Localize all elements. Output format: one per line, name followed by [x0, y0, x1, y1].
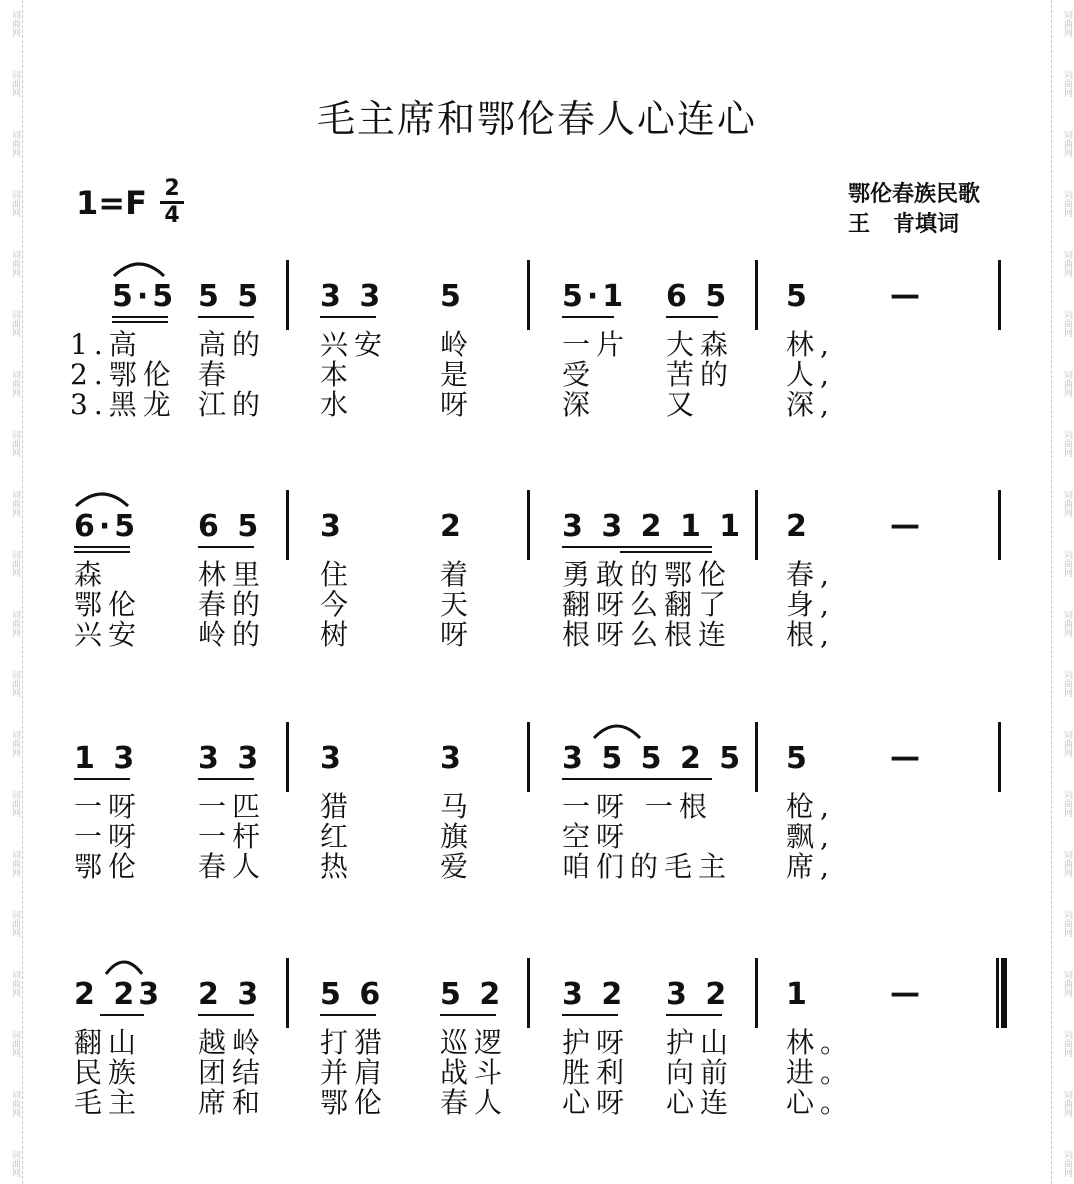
lyric-word: 席和: [198, 1086, 267, 1119]
lyric-word: 翻呀么翻了: [562, 588, 733, 621]
note-group: 5·5: [112, 279, 178, 314]
bar-line: [998, 722, 1001, 792]
note-group: 5 2: [440, 977, 505, 1012]
eighth-beam: [112, 316, 168, 318]
note-group: 6 5: [666, 279, 731, 314]
lyric-word: 猎: [320, 790, 355, 823]
eighth-beam: [666, 316, 718, 318]
lyric-word: 战斗: [440, 1056, 509, 1089]
lyric-word: 江的: [198, 388, 267, 421]
lyric-word: 飘,: [786, 820, 835, 853]
watermark-text: 词曲网: [1062, 610, 1072, 637]
eighth-beam: [440, 1014, 496, 1016]
lyric-word: 深,: [786, 388, 835, 421]
lyric-word: 本: [320, 358, 355, 391]
bar-line: [527, 722, 530, 792]
lyric-word: 越岭: [198, 1026, 267, 1059]
lyric-word: 翻山: [74, 1026, 143, 1059]
lyric-word: 爱: [440, 850, 475, 883]
eighth-beam: [562, 546, 712, 548]
note-group: 6 5: [198, 509, 263, 544]
lyric-word: 春人: [198, 850, 267, 883]
slur-arc: [112, 258, 172, 278]
lyric-word: 一片: [562, 328, 631, 361]
bar-line: [527, 490, 530, 560]
credit-lyricist: 王 肯填词: [848, 212, 959, 237]
eighth-beam: [74, 546, 130, 548]
final-bar-thin: [996, 958, 999, 1028]
eighth-beam: [198, 1014, 254, 1016]
bar-line: [286, 958, 289, 1028]
watermark-text: 词曲网: [1062, 790, 1072, 817]
lyric-word: 春的: [198, 588, 267, 621]
bar-line: [755, 490, 758, 560]
watermark-text: 词曲网: [1062, 370, 1072, 397]
bar-line: [527, 260, 530, 330]
lyric-word: 住: [320, 558, 355, 591]
lyric-word: 毛主: [74, 1086, 143, 1119]
bar-line: [286, 722, 289, 792]
watermark-text: 词曲网: [10, 550, 20, 577]
eighth-beam: [562, 778, 712, 780]
watermark-text: 词曲网: [1062, 670, 1072, 697]
lyric-word: 旗: [440, 820, 475, 853]
watermark-text: 词曲网: [10, 1090, 20, 1117]
watermark-text: 词曲网: [1062, 730, 1072, 757]
lyric-word: 并肩: [320, 1056, 389, 1089]
lyric-word: 心呀: [562, 1086, 631, 1119]
lyric-word: 咱们的毛主: [562, 850, 733, 883]
lyric-word: 热: [320, 850, 355, 883]
note-group: 5 6: [320, 977, 385, 1012]
watermark-text: 词曲网: [1062, 1090, 1072, 1117]
watermark-text: 词曲网: [1062, 250, 1072, 277]
watermark-text: 词曲网: [1062, 550, 1072, 577]
watermark-text: 词曲网: [10, 730, 20, 757]
watermark-text: 词曲网: [1062, 1150, 1072, 1177]
eighth-beam: [562, 316, 614, 318]
note-group: 5: [440, 279, 465, 314]
lyric-word: 心连: [666, 1086, 735, 1119]
time-bottom: 4: [164, 203, 180, 228]
bar-line: [998, 490, 1001, 560]
watermark-text: 词曲网: [1062, 190, 1072, 217]
note-group: 5: [786, 741, 811, 776]
lyric-word: 鄂伦: [74, 588, 143, 621]
note-group: 1 3: [74, 741, 139, 776]
watermark-text: 词曲网: [10, 850, 20, 877]
eighth-beam: [198, 546, 254, 548]
watermark-text: 词曲网: [1062, 970, 1072, 997]
eighth-beam: [666, 1014, 722, 1016]
lyric-word: 一匹: [198, 790, 267, 823]
lyric-word: 深: [562, 388, 597, 421]
lyric-word: 一杆: [198, 820, 267, 853]
watermark-text: 词曲网: [10, 910, 20, 937]
bar-line: [286, 260, 289, 330]
slur-arc: [592, 720, 648, 740]
lyric-word: 呀: [440, 388, 475, 421]
lyric-word: 春人: [440, 1086, 509, 1119]
watermark-text: 词曲网: [1062, 850, 1072, 877]
lyric-word: 一呀: [74, 820, 143, 853]
lyric-word: 水: [320, 388, 355, 421]
slur-arc: [74, 488, 136, 508]
watermark-text: 词曲网: [10, 190, 20, 217]
lyric-word: 大森: [666, 328, 735, 361]
watermark-text: 词曲网: [10, 70, 20, 97]
lyric-word: 兴安: [74, 618, 143, 651]
lyric-word: 春,: [786, 558, 835, 591]
watermark-text: 词曲网: [10, 310, 20, 337]
bar-line: [755, 260, 758, 330]
lyric-word: 护山: [666, 1026, 735, 1059]
lyric-word: 岭的: [198, 618, 267, 651]
lyric-word: 胜利: [562, 1056, 631, 1089]
watermark-text: 词曲网: [10, 610, 20, 637]
note-group: 2: [440, 509, 465, 544]
watermark-text: 词曲网: [10, 430, 20, 457]
watermark-text: 词曲网: [1062, 70, 1072, 97]
lyric-word: 森: [74, 558, 109, 591]
note-group: 6·5: [74, 509, 140, 544]
watermark-text: 词曲网: [1062, 10, 1072, 37]
lyric-word: 呀: [440, 618, 475, 651]
lyric-word: 高的: [198, 328, 267, 361]
lyric-word: 受: [562, 358, 597, 391]
lyric-word: 春: [198, 358, 233, 391]
eighth-beam: [74, 778, 130, 780]
lyric-word: 人,: [786, 358, 835, 391]
watermark-text: 词曲网: [1062, 490, 1072, 517]
lyric-word: 林里: [198, 558, 267, 591]
note-group: 1: [786, 977, 811, 1012]
lyric-word: 团结: [198, 1056, 267, 1089]
watermark-text: 词曲网: [1062, 1030, 1072, 1057]
time-top: 2: [164, 176, 180, 201]
bar-line: [755, 722, 758, 792]
lyric-word: 身,: [786, 588, 835, 621]
lyric-word: 打猎: [320, 1026, 389, 1059]
eighth-beam: [562, 1014, 618, 1016]
lyric-word: 向前: [666, 1056, 735, 1089]
eighth-beam: [198, 316, 254, 318]
note-group: 3 5 5 2 5: [562, 741, 745, 776]
watermark-text: 词曲网: [1062, 310, 1072, 337]
lyric-word: 又: [666, 388, 701, 421]
lyric-word: 一呀 一根: [562, 790, 713, 823]
watermark-text: 词曲网: [1062, 430, 1072, 457]
lyric-word: 苦的: [666, 358, 735, 391]
note-group: 3: [320, 741, 345, 776]
note-group: 3 2: [666, 977, 731, 1012]
lyric-word: 岭: [440, 328, 475, 361]
lyric-word: 一呀: [74, 790, 143, 823]
eighth-beam: [198, 778, 254, 780]
key-signature: 1=F: [76, 184, 147, 222]
credits: [848, 180, 980, 240]
lyric-word: 民族: [74, 1056, 143, 1089]
note-group: 3 3 2 1 1: [562, 509, 745, 544]
watermark-text: 词曲网: [10, 1150, 20, 1177]
lyric-word: 马: [440, 790, 475, 823]
watermark-text: 词曲网: [10, 1030, 20, 1057]
note-group: 2 3: [198, 977, 263, 1012]
eighth-beam: [320, 316, 376, 318]
watermark-text: 词曲网: [10, 10, 20, 37]
final-bar-thick: [1001, 958, 1007, 1028]
eighth-beam: [74, 551, 130, 553]
slur-arc: [104, 956, 150, 976]
note-group: 3 3: [320, 279, 385, 314]
lyric-word: 2.鄂伦: [70, 358, 177, 391]
watermark-text: 词曲网: [10, 970, 20, 997]
lyric-word: 根呀么根连: [562, 618, 733, 651]
watermark-text: 词曲网: [10, 670, 20, 697]
lyric-word: 红: [320, 820, 355, 853]
hold-dash: —: [890, 740, 920, 775]
lyric-word: 是: [440, 358, 475, 391]
lyric-word: 空呀: [562, 820, 631, 853]
lyric-word: 1.高: [70, 328, 143, 361]
left-margin: [0, 0, 23, 1184]
right-margin: [1051, 0, 1074, 1184]
note-group: 5·1: [562, 279, 628, 314]
watermark-text: 词曲网: [10, 250, 20, 277]
lyric-word: 林。: [786, 1026, 855, 1059]
lyric-word: 根,: [786, 618, 835, 651]
lyric-word: 兴安: [320, 328, 389, 361]
eighth-beam: [320, 1014, 376, 1016]
lyric-word: 鄂伦: [74, 850, 143, 883]
bar-line: [527, 958, 530, 1028]
bar-line: [998, 260, 1001, 330]
note-group: 3 2: [562, 977, 627, 1012]
note-group: 3: [440, 741, 465, 776]
lyric-word: 巡逻: [440, 1026, 509, 1059]
lyric-word: 进。: [786, 1056, 855, 1089]
lyric-word: 林,: [786, 328, 835, 361]
watermark-text: 词曲网: [10, 490, 20, 517]
note-group: 2 23: [74, 977, 164, 1012]
lyric-word: 今: [320, 588, 355, 621]
lyric-word: 3.黑龙: [70, 388, 177, 421]
song-title: 毛主席和鄂伦春人心连心: [316, 97, 757, 141]
lyric-word: 鄂伦: [320, 1086, 389, 1119]
lyric-word: 天: [440, 588, 475, 621]
hold-dash: —: [890, 278, 920, 313]
lyric-word: 勇敢的鄂伦: [562, 558, 733, 591]
lyric-word: 护呀: [562, 1026, 631, 1059]
bar-line: [286, 490, 289, 560]
hold-dash: —: [890, 508, 920, 543]
note-group: 5 5: [198, 279, 263, 314]
note-group: 5: [786, 279, 811, 314]
lyric-word: 树: [320, 618, 355, 651]
hold-dash: —: [890, 976, 920, 1011]
eighth-beam: [100, 1014, 144, 1016]
watermark-text: 词曲网: [10, 130, 20, 157]
watermark-text: 词曲网: [10, 790, 20, 817]
lyric-word: 枪,: [786, 790, 835, 823]
note-group: 3: [320, 509, 345, 544]
watermark-text: 词曲网: [10, 370, 20, 397]
eighth-beam: [112, 321, 168, 323]
watermark-text: 词曲网: [1062, 910, 1072, 937]
lyric-word: 心。: [786, 1086, 855, 1119]
lyric-word: 席,: [786, 850, 835, 883]
time-signature: [158, 178, 186, 227]
watermark-text: 词曲网: [1062, 130, 1072, 157]
credit-origin: 鄂伦春族民歌: [848, 182, 981, 207]
sixteenth-beam: [620, 551, 712, 553]
note-group: 3 3: [198, 741, 263, 776]
note-group: 2: [786, 509, 811, 544]
lyric-word: 着: [440, 558, 475, 591]
bar-line: [755, 958, 758, 1028]
